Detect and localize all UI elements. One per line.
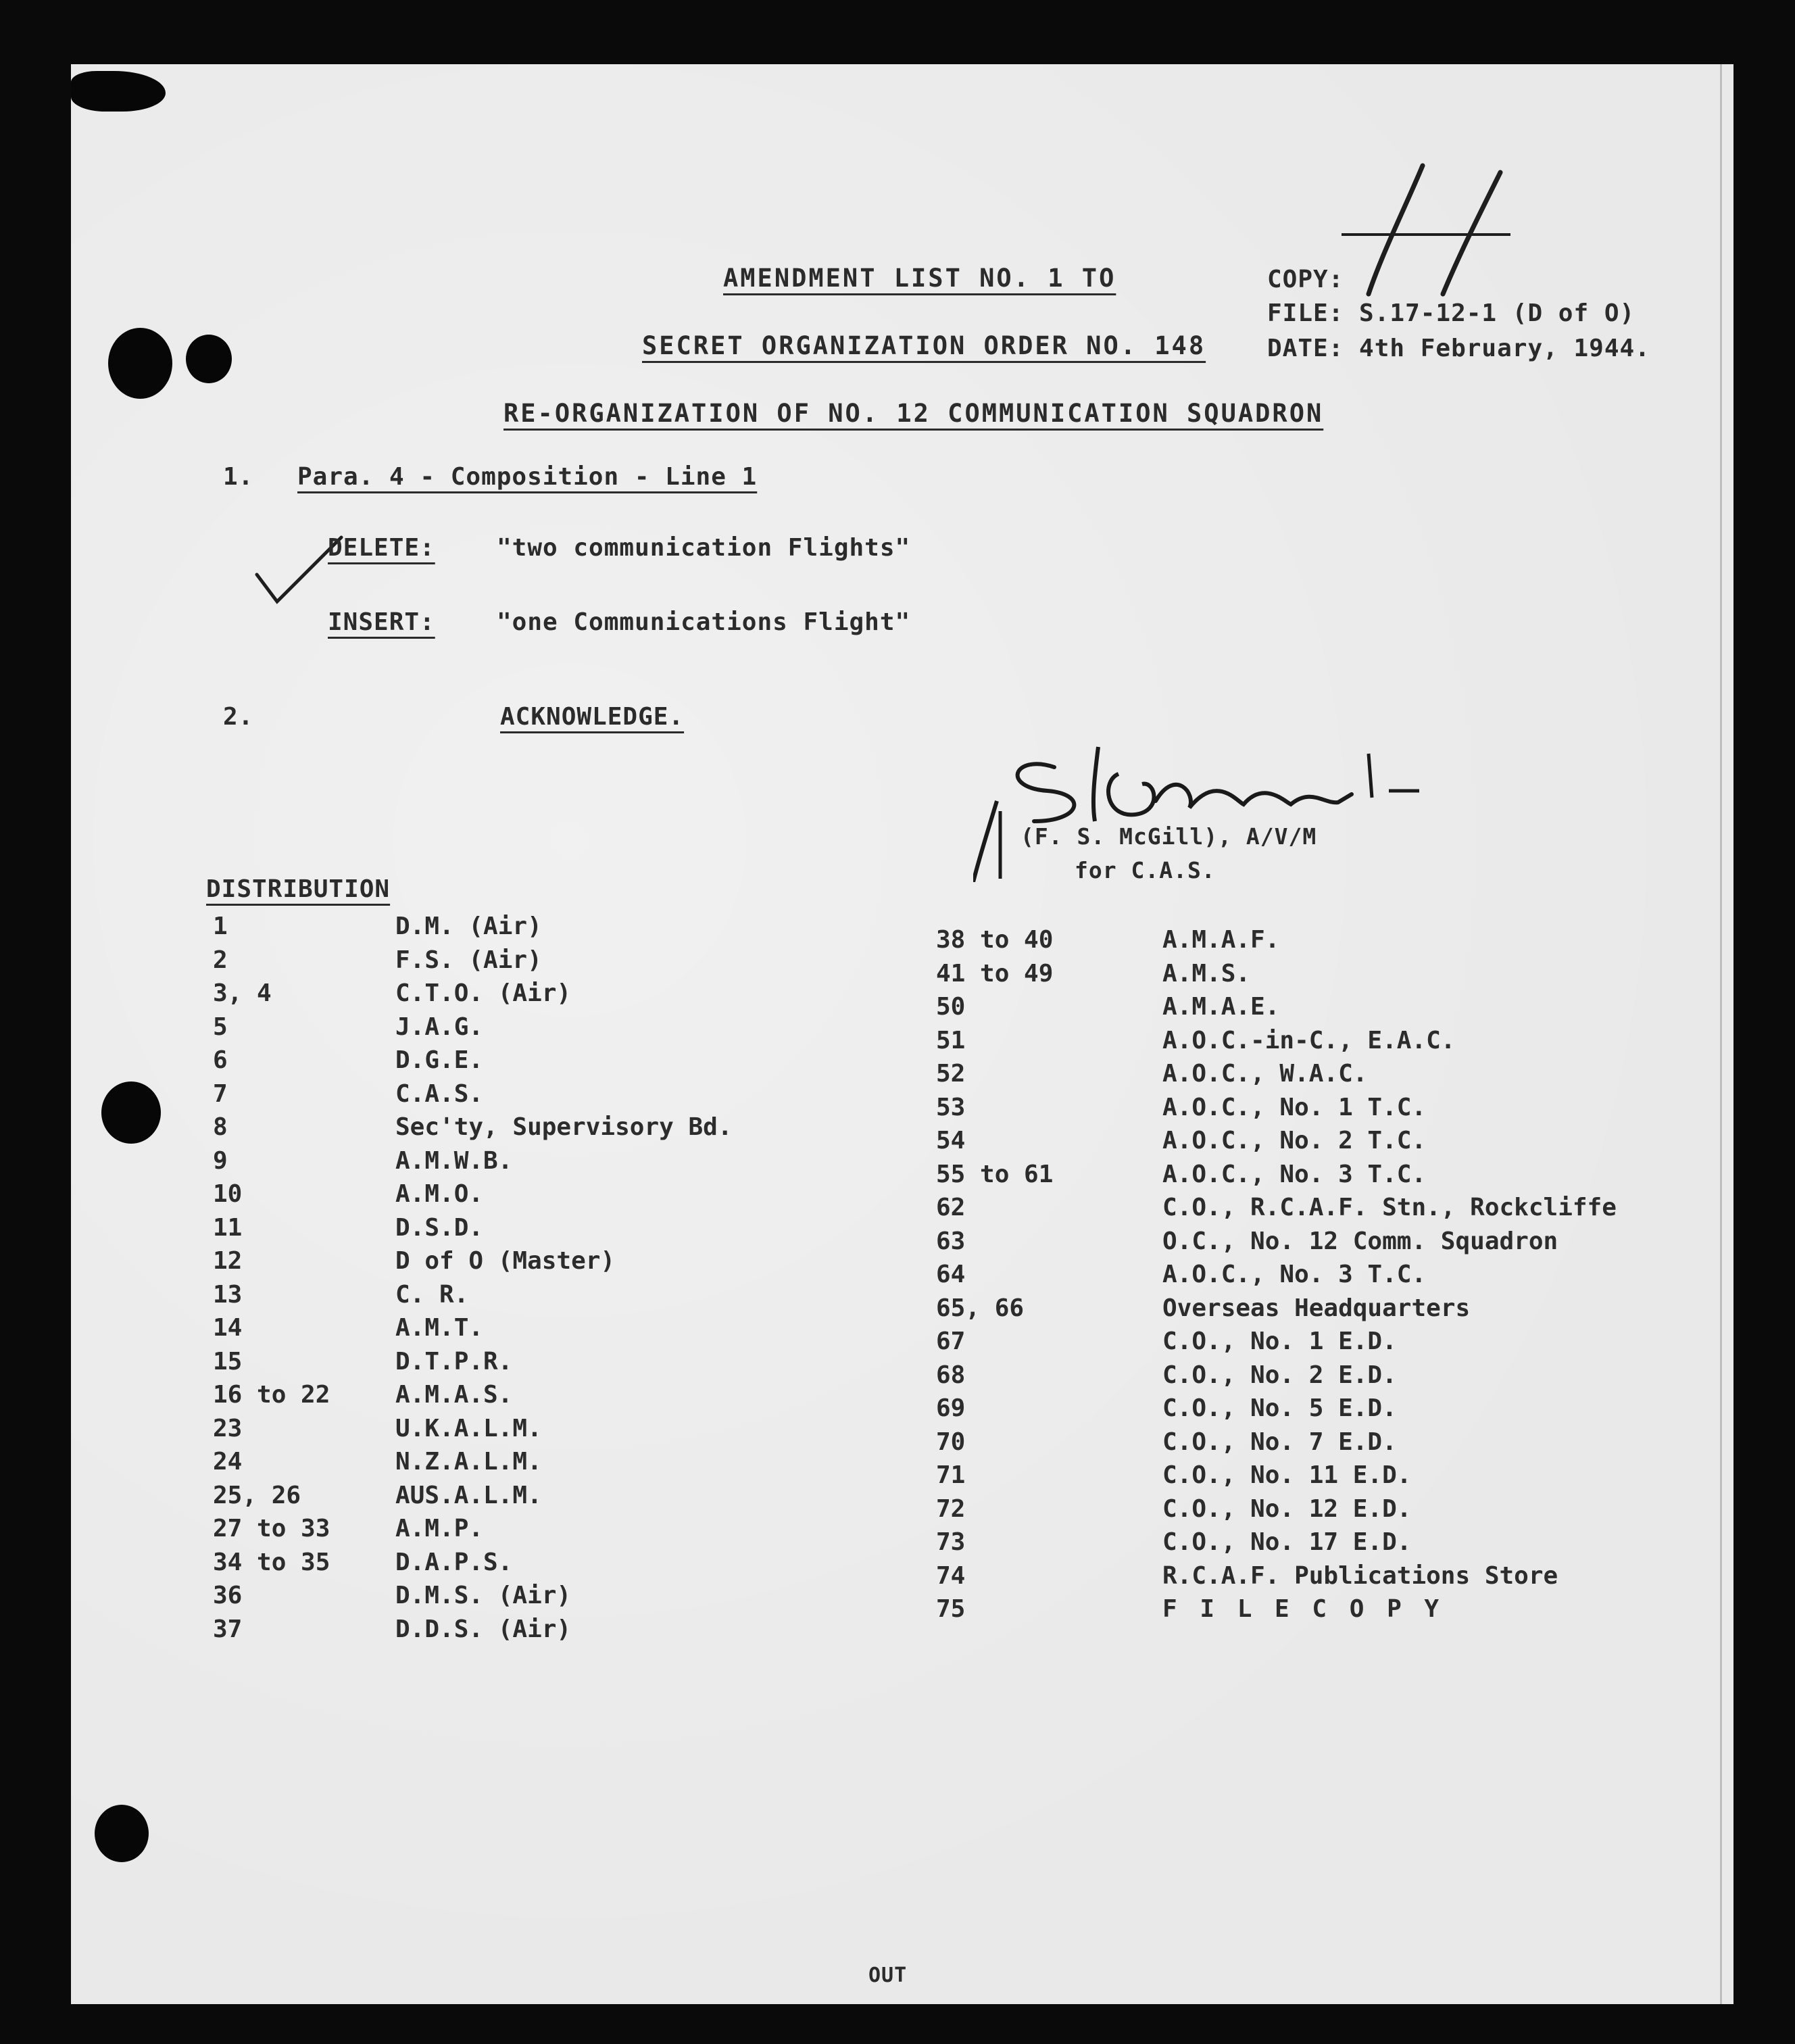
recipient: C.O., No. 5 E.D. [1162, 1394, 1397, 1422]
recipient: D.A.P.S. [395, 1548, 513, 1576]
recipient: C. R. [395, 1280, 469, 1309]
recipient: F I L E C O P Y [1162, 1595, 1444, 1623]
acknowledge-text: ACKNOWLEDGE. [500, 703, 685, 731]
copy-number: 65, 66 [936, 1294, 1025, 1322]
copy-label: COPY: [1267, 266, 1344, 293]
recipient: R.C.A.F. Publications Store [1162, 1561, 1558, 1590]
copy-number: 23 [213, 1414, 243, 1442]
copy-number: 5 [213, 1013, 228, 1041]
copy-number: 54 [936, 1127, 966, 1154]
copy-number: 14 [213, 1314, 243, 1342]
copy-number: 15 [213, 1347, 243, 1376]
recipient: A.M.A.E. [1162, 993, 1280, 1021]
recipient: D.M. (Air) [395, 912, 542, 940]
corner-damage [71, 71, 166, 112]
copy-number: 11 [213, 1213, 243, 1242]
recipient: A.M.W.B. [395, 1146, 513, 1175]
copy-number: 25, 26 [213, 1481, 301, 1509]
document-sheet [71, 64, 1733, 2004]
copy-number: 53 [936, 1093, 966, 1121]
punch-hole-middle [101, 1081, 161, 1144]
recipient: A.M.S. [1162, 959, 1251, 988]
insert-text: "one Communications Flight" [497, 608, 911, 636]
recipient: D.T.P.R. [395, 1347, 513, 1376]
document-date: DATE: 4th February, 1944. [1267, 335, 1650, 362]
subject-line: RE-ORGANIZATION OF NO. 12 COMMUNICATION SQUADRON [503, 399, 1324, 428]
recipient: C.T.O. (Air) [395, 979, 572, 1007]
para-1-number: 1. [223, 463, 254, 491]
signatory-for: for C.A.S. [1075, 857, 1216, 883]
recipient: D of O (Master) [395, 1247, 616, 1275]
copy-number: 51 [936, 1026, 966, 1054]
recipient: C.O., No. 2 E.D. [1162, 1361, 1397, 1389]
copy-number: 63 [936, 1227, 966, 1255]
insert-label: INSERT: [328, 608, 435, 636]
recipient: J.A.G. [395, 1013, 484, 1041]
copy-number: 10 [213, 1180, 243, 1208]
copy-number: 38 to 40 [936, 926, 1054, 954]
recipient: D.M.S. (Air) [395, 1582, 572, 1609]
copy-number: 1 [213, 912, 228, 940]
recipient: AUS.A.L.M. [395, 1481, 542, 1509]
recipient: U.K.A.L.M. [395, 1414, 542, 1442]
handwritten-copy-number-text [1369, 186, 1490, 296]
copy-number: 2 [213, 946, 228, 974]
recipient: F.S. (Air) [395, 946, 542, 974]
copy-number: 24 [213, 1448, 243, 1476]
delete-text: "two communication Flights" [497, 534, 911, 562]
delete-label: DELETE: [328, 534, 435, 562]
page-edge [1720, 64, 1722, 2004]
recipient: D.D.S. (Air) [395, 1615, 572, 1643]
copy-number: 50 [936, 993, 966, 1021]
recipient: C.A.S. [395, 1079, 484, 1108]
copy-number: 6 [213, 1046, 228, 1074]
copy-number: 72 [936, 1494, 966, 1523]
copy-number: 75 [936, 1595, 966, 1623]
recipient: A.O.C., No. 1 T.C. [1162, 1093, 1427, 1121]
para-1-heading: Para. 4 - Composition - Line 1 [297, 463, 758, 491]
recipient: Overseas Headquarters [1162, 1294, 1471, 1322]
copy-number: 73 [936, 1528, 966, 1556]
recipient: A.M.P. [395, 1515, 484, 1542]
recipient: D.G.E. [395, 1046, 484, 1074]
recipient: C.O., No. 7 E.D. [1162, 1428, 1397, 1456]
recipient: A.O.C., No. 3 T.C. [1162, 1261, 1427, 1288]
recipient: D.S.D. [395, 1213, 484, 1242]
recipient: A.M.O. [395, 1180, 484, 1208]
distribution-heading: DISTRIBUTION [206, 875, 391, 903]
recipient: A.O.C.-in-C., E.A.C. [1162, 1026, 1456, 1054]
file-reference: FILE: S.17-12-1 (D of O) [1267, 299, 1636, 327]
copy-number: 41 to 49 [936, 959, 1054, 988]
copy-number: 13 [213, 1280, 243, 1309]
copy-number: 68 [936, 1361, 966, 1389]
title-line-2: SECRET ORGANIZATION ORDER NO. 148 [642, 331, 1206, 360]
copy-number: 27 to 33 [213, 1515, 330, 1542]
copy-number: 70 [936, 1428, 966, 1456]
copy-number: 3, 4 [213, 979, 272, 1007]
copy-number: 67 [936, 1328, 966, 1355]
recipient: C.O., No. 11 E.D. [1162, 1461, 1412, 1489]
copy-number: 7 [213, 1079, 228, 1108]
copy-number: 71 [936, 1461, 966, 1489]
recipient: O.C., No. 12 Comm. Squadron [1162, 1227, 1558, 1255]
recipient: A.O.C., No. 2 T.C. [1162, 1127, 1427, 1154]
copy-number: 37 [213, 1615, 243, 1643]
copy-number: 8 [213, 1113, 228, 1141]
recipient: A.O.C., W.A.C. [1162, 1060, 1368, 1088]
copy-number: 64 [936, 1261, 966, 1288]
footer-mark: OUT [868, 1964, 908, 1987]
copy-number: 34 to 35 [213, 1548, 330, 1576]
recipient: C.O., No. 1 E.D. [1162, 1328, 1397, 1355]
copy-number: 36 [213, 1582, 243, 1609]
handwritten-signature [973, 727, 1527, 882]
punch-hole-bottom [95, 1805, 149, 1862]
copy-number: 55 to 61 [936, 1160, 1054, 1188]
copy-number: 9 [213, 1146, 228, 1175]
copy-number: 16 to 22 [213, 1381, 330, 1409]
recipient: C.O., No. 17 E.D. [1162, 1528, 1412, 1556]
recipient: A.M.A.F. [1162, 926, 1280, 954]
copy-number: 52 [936, 1060, 966, 1088]
recipient: Sec'ty, Supervisory Bd. [395, 1113, 733, 1141]
copy-number: 74 [936, 1561, 966, 1590]
punch-hole-top-small [186, 335, 232, 383]
signatory-name: (F. S. McGill), A/V/M [1021, 823, 1317, 850]
para-2-number: 2. [223, 703, 254, 731]
copy-number: 12 [213, 1247, 243, 1275]
title-line-1: AMENDMENT LIST NO. 1 TO [723, 264, 1116, 293]
copy-number: 62 [936, 1194, 966, 1221]
recipient: A.M.A.S. [395, 1381, 513, 1409]
punch-hole-top-large [108, 328, 172, 399]
copy-number: 69 [936, 1394, 966, 1422]
recipient: C.O., R.C.A.F. Stn., Rockcliffe [1162, 1194, 1617, 1221]
recipient: C.O., No. 12 E.D. [1162, 1494, 1412, 1523]
recipient: A.O.C., No. 3 T.C. [1162, 1160, 1427, 1188]
recipient: A.M.T. [395, 1314, 484, 1342]
recipient: N.Z.A.L.M. [395, 1448, 542, 1476]
